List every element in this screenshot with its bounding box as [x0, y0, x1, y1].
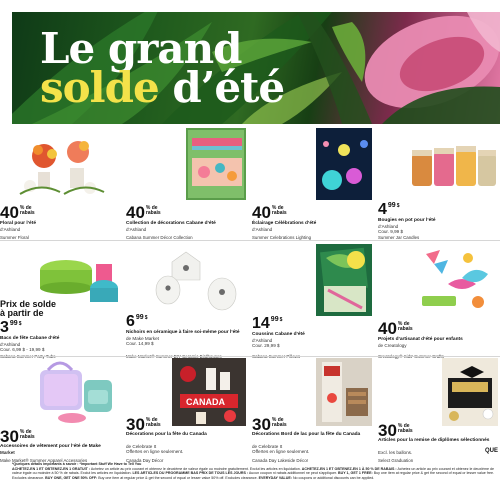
- discount-tag: [378, 320, 413, 338]
- fine-print: *Quelques détails importants à savoir : *Important Stuff We Have to Tell You ACHETEZ-EN 1 ET OBTENEZ-EN 1 GRATUIT : Achetez un article au prix courant et obtenez le deuxième de valeur égale ou moindre gratuitement. Exclut les articles en liquidation. ACHETEZ-EN 1 ET OBTENEZ-EN 1 À 50 % DE RABAIS : Achetez un article au prix courant et obtenez le deuxième de valeur égale ou moindre à 50 % de rabais. Exclut les articles en liquidation. LES ARTICLES DU PROGRAMME BAS PRIX DE TOUS LES JOURS : Aucun coupon ni rabais additionnel ne peut s’appliquer. BUY 1, GET 1 FREE: Buy one item at regular price & get the second of equal or lesser value free. Excludes clearance. BUY ONE, GET ONE 50% OFF: Buy one item at regular price & get the second of equal or lesser value 50% off. Excludes clearance. EVERYDAY VALUE: No coupons or additional discounts can be applied.: [12, 462, 494, 481]
- product-cabana-pillows[interactable]: [252, 244, 372, 362]
- product-image: [378, 358, 498, 426]
- hero-title: [40, 24, 285, 112]
- product-english-name: Summer Celebrations Lighting: [252, 235, 312, 240]
- svg-text:CANADA: CANADA: [186, 397, 225, 407]
- product-brand-line: Market: [0, 450, 15, 455]
- product-name: Bacs de fête Cabane d’été: [0, 336, 60, 341]
- product-image: [378, 244, 498, 316]
- hero-title-dete: d’été: [158, 62, 285, 112]
- product-brand-line: d’Ashland: [378, 224, 399, 229]
- discount-suffix: % de rabais: [19, 429, 35, 441]
- product-brand-line: d’Ashland: [0, 227, 21, 232]
- online-only-note: Offertes en ligne seulement.: [252, 449, 310, 454]
- product-name: Décorations Bord de lac pour la fête du Canada: [252, 432, 361, 437]
- online-only-note: Offertes en ligne seulement.: [126, 449, 184, 454]
- product-english-name: Canada Day Lakeside Décor: [252, 458, 309, 463]
- product-brand-line: de Make Market: [126, 336, 159, 341]
- product-canada-day-decor[interactable]: [126, 358, 246, 476]
- discount-percent: 40: [126, 203, 145, 222]
- product-english-name: Summer Jar Candles: [378, 235, 420, 240]
- product-name: Nichoirs en céramique à faire soi-même pour l’été: [126, 330, 240, 335]
- regular-price: Cour. 14,99 $: [126, 341, 154, 346]
- price-dollars: 3: [0, 319, 9, 336]
- product-canada-day-lakeside-decor[interactable]: [252, 358, 372, 476]
- product-ceramic-birdhouses[interactable]: [126, 244, 246, 362]
- price-cents: 99: [387, 202, 396, 209]
- product-image: [378, 128, 498, 200]
- language-tag: QUE: [484, 448, 498, 454]
- price-cents: 99: [9, 320, 18, 327]
- discount-percent: 30: [0, 427, 19, 446]
- price-cents: 99: [135, 314, 144, 321]
- discount-suffix: % de rabais: [145, 417, 161, 429]
- product-name: Décorations pour la fête du Canada: [126, 432, 207, 437]
- product-image: [0, 358, 120, 426]
- product-brand-line: d’Ashland: [252, 338, 273, 343]
- product-brand-line: d’Ashland: [0, 342, 21, 347]
- discount-percent: 40: [378, 319, 397, 338]
- row-divider: [0, 356, 500, 357]
- price-dollars: 4: [378, 201, 387, 218]
- product-brand-line: d’Ashland: [126, 227, 147, 232]
- product-select-graduation[interactable]: [378, 358, 498, 476]
- hero-title-line2: [40, 62, 285, 112]
- discount-percent: 30: [378, 421, 397, 440]
- price-dollars: 6: [126, 313, 135, 330]
- product-apparel-accessories[interactable]: [0, 358, 120, 476]
- product-english-name: Summer Floral: [0, 235, 29, 240]
- product-name: Coussins Cabane d’été: [252, 332, 305, 337]
- hero-title-line1: Le grand: [40, 24, 242, 73]
- product-image: [126, 128, 246, 200]
- hero-title-solde: solde: [40, 62, 159, 112]
- product-english-name: Select Graduation: [378, 458, 414, 463]
- product-kids-crafts[interactable]: [378, 244, 498, 362]
- product-jar-candles[interactable]: [378, 128, 498, 246]
- product-party-tubs[interactable]: [0, 244, 120, 362]
- product-name: Collection de décorations Cabane d’été: [126, 221, 216, 226]
- discount-suffix: % de rabais: [271, 417, 287, 429]
- discount-suffix: % de rabais: [397, 423, 413, 435]
- discount-percent: 40: [0, 203, 19, 222]
- product-brand-line: de Celebrate It: [126, 444, 157, 449]
- fine-print-heading: *Quelques détails importants à savoir : *Important Stuff We Have to Tell You: [12, 462, 142, 466]
- price-unit: $: [18, 321, 22, 327]
- price-unit: $: [144, 315, 148, 321]
- product-name: Floral pour l’été: [0, 221, 36, 226]
- price-unit: $: [279, 317, 283, 323]
- product-image: [0, 128, 120, 200]
- product-name: Bougies en pot pour l’été: [378, 218, 436, 223]
- product-cabana-decor[interactable]: [126, 128, 246, 246]
- product-name: Articles pour la remise de diplômes sélectionnés: [378, 438, 490, 443]
- price-dollars: 14: [252, 315, 270, 332]
- product-brand-line: de Celebrate It: [252, 444, 283, 449]
- product-summer-floral[interactable]: [0, 128, 120, 246]
- regular-price: Cour. 9,99 $: [378, 229, 404, 234]
- product-image: [252, 244, 372, 316]
- discount-tag: [0, 204, 35, 222]
- product-summer-lighting[interactable]: [252, 128, 372, 246]
- regular-price: Cour. 29,99 $: [252, 343, 280, 348]
- product-image: [252, 128, 372, 200]
- product-english-name: Canada Day Décor: [126, 458, 164, 463]
- product-english-name: Make Market® Summer Apparel Accessories: [0, 458, 88, 463]
- regular-price: Cour. 6,99 $ - 19,99 $: [0, 347, 45, 352]
- hero-banner: [12, 12, 500, 124]
- price-unit: $: [396, 203, 400, 209]
- discount-percent: 40: [252, 203, 271, 222]
- product-name: Accessoires de vêtement pour l’été de Make: [0, 444, 101, 449]
- product-image: [126, 244, 246, 316]
- discount-suffix: % de rabais: [397, 321, 413, 333]
- product-brand-line: d’Ashland: [252, 227, 273, 232]
- discount-suffix: % de rabais: [271, 205, 287, 217]
- product-brand-line: de Creatology: [378, 343, 407, 348]
- discount-tag: [126, 204, 161, 222]
- row-divider: [0, 240, 500, 241]
- product-name: Projets d’artisanat d’été pour enfants: [378, 337, 463, 342]
- discount-percent: 30: [126, 415, 145, 434]
- sale-price-label: Prix de solde à partir de: [0, 299, 57, 319]
- discount-suffix: % de rabais: [19, 205, 35, 217]
- discount-percent: 30: [252, 415, 271, 434]
- product-english-name: Cabana Summer Décor Collection: [126, 235, 193, 240]
- discount-tag: [252, 204, 287, 222]
- price-cents: 99: [270, 316, 279, 323]
- discount-suffix: % de rabais: [145, 205, 161, 217]
- product-name: Éclairage Célébrations d’été: [252, 221, 317, 226]
- exclusion-note: Excl. les ballons.: [378, 450, 413, 455]
